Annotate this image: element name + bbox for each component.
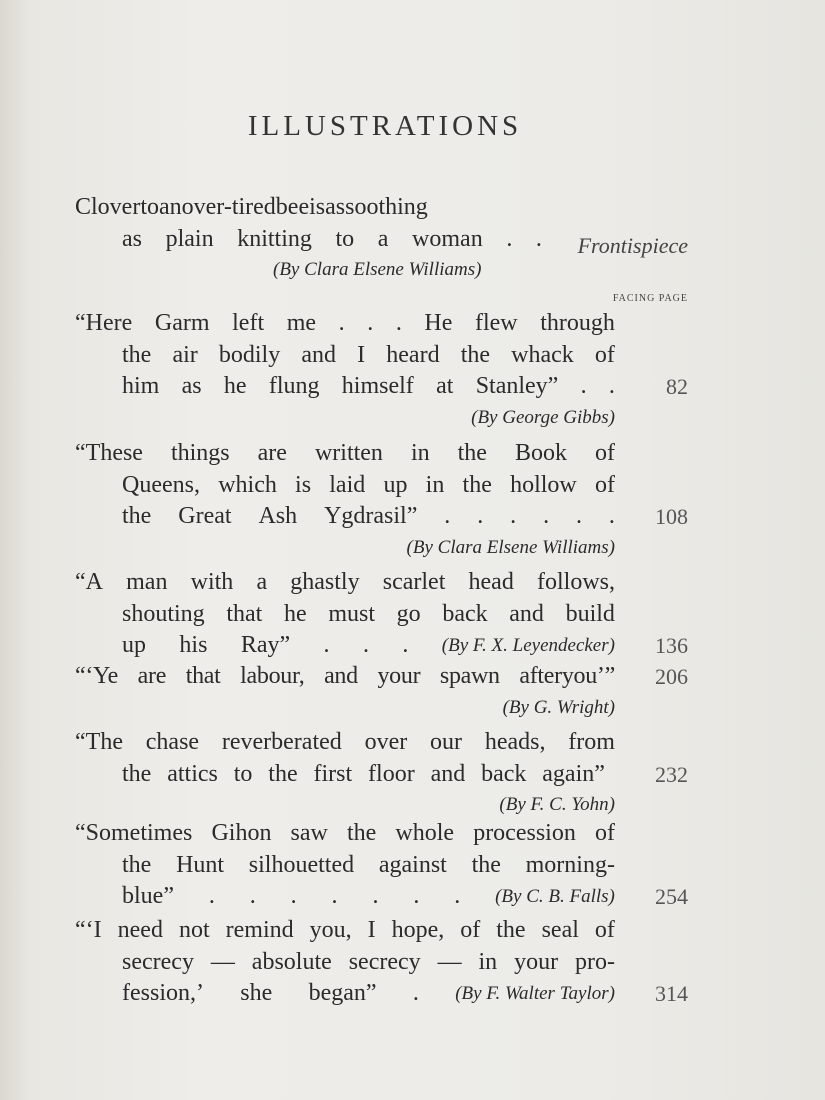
list-item — [75, 438, 615, 563]
artist-credit: (By George Gibbs) — [471, 406, 615, 428]
word: began” — [308, 980, 377, 1006]
word: that — [226, 600, 263, 627]
word: whole — [395, 820, 455, 846]
word: . — [367, 310, 374, 336]
word: procession — [473, 820, 576, 846]
word: seal — [541, 917, 579, 943]
word: an — [159, 194, 182, 220]
word: . — [323, 632, 330, 658]
word: Clover — [75, 194, 141, 220]
word: build — [565, 600, 615, 627]
word: Gihon — [211, 820, 272, 846]
page-number: 206 — [655, 664, 688, 689]
word: Queens, — [122, 471, 200, 498]
word: . — [208, 883, 215, 909]
word: at — [436, 373, 454, 399]
word: the — [122, 851, 152, 878]
word: is — [309, 194, 326, 220]
word: shouting — [122, 600, 205, 627]
word: and — [324, 663, 358, 689]
page-number: 232 — [655, 761, 688, 787]
entry-line — [122, 340, 615, 372]
word: of — [594, 917, 615, 943]
word: — — [210, 948, 235, 975]
word: you, — [309, 917, 352, 943]
word: . — [444, 503, 451, 529]
word: soothing — [345, 194, 428, 220]
word: to — [140, 194, 159, 220]
word: floor — [368, 760, 415, 787]
word: secrecy — [348, 948, 421, 975]
word: man — [126, 569, 168, 595]
word: again” — [542, 760, 605, 787]
entry-line — [75, 308, 615, 340]
word: knitting — [237, 225, 312, 252]
entry-line — [75, 727, 615, 759]
word: morning- — [525, 851, 615, 878]
word: . — [608, 373, 615, 399]
word: . — [608, 503, 615, 529]
word: first — [313, 760, 353, 787]
word: . — [535, 225, 542, 252]
word: and — [301, 341, 337, 368]
entry-line — [75, 915, 615, 947]
word: head — [468, 569, 514, 595]
word: blue” — [122, 883, 174, 909]
word: are — [257, 440, 287, 466]
word: over-tired — [181, 194, 276, 220]
word: written — [314, 440, 383, 466]
entry-line — [122, 947, 615, 979]
word: of — [594, 820, 615, 846]
word: . — [477, 503, 484, 529]
word: against — [378, 851, 447, 878]
word: of — [460, 917, 481, 943]
entry-line — [122, 881, 615, 913]
word: in — [478, 948, 498, 975]
word: in — [425, 471, 445, 498]
word: “A — [75, 569, 103, 595]
page-number: 136 — [655, 633, 688, 658]
entry-line — [122, 759, 605, 791]
word: Ygdrasil” — [324, 503, 418, 529]
entry-line — [75, 567, 615, 599]
word: are — [137, 663, 167, 689]
entry-line — [122, 978, 615, 1010]
word: in — [410, 440, 430, 466]
entry-line — [75, 438, 615, 470]
word: back — [442, 600, 488, 627]
entry-line — [75, 818, 615, 850]
word: Garm — [154, 310, 210, 336]
entry-line — [122, 850, 615, 882]
word: himself — [341, 373, 414, 399]
word: woman — [412, 225, 483, 252]
list-item — [75, 661, 615, 723]
word: He — [424, 310, 453, 336]
word: . — [331, 883, 338, 909]
word: saw — [290, 820, 328, 846]
word: air — [172, 341, 198, 368]
word: Ash — [258, 503, 298, 529]
page-number: 82 — [666, 374, 688, 399]
word: up — [122, 632, 146, 658]
artist-credit: (By C. B. Falls) — [495, 886, 615, 907]
word: “‘Ye — [75, 663, 119, 689]
word: heads, — [484, 729, 546, 755]
word: ghastly — [290, 569, 360, 595]
word: through — [540, 310, 615, 336]
word: and — [509, 600, 544, 627]
word: Ray” — [240, 632, 291, 658]
word: go — [396, 600, 421, 627]
page-title: ILLUSTRATIONS — [247, 110, 523, 142]
word: from — [568, 729, 615, 755]
word: bee — [275, 194, 310, 220]
artist-credit: (By F. X. Leyendecker) — [441, 635, 615, 656]
word: the — [471, 851, 501, 878]
facing-page-label: FACING PAGE — [612, 293, 688, 304]
word: up — [383, 471, 408, 498]
word: with — [190, 569, 234, 595]
word: . — [362, 632, 369, 658]
word: “These — [75, 440, 143, 466]
word: absolute — [251, 948, 332, 975]
artist-credit: (By F. Walter Taylor) — [455, 983, 615, 1004]
word: . — [543, 503, 550, 529]
word: follows, — [537, 569, 615, 595]
list-item — [75, 727, 615, 820]
word: to — [335, 225, 355, 252]
artist-credit: (By G. Wright) — [502, 696, 615, 718]
word: reverberated — [221, 729, 342, 755]
word: . — [575, 503, 582, 529]
word: the — [460, 341, 491, 368]
word: labour, — [240, 663, 305, 689]
word: of — [594, 440, 615, 466]
entry-line — [122, 501, 615, 533]
word: him — [122, 373, 160, 399]
word: Great — [178, 503, 232, 529]
word: “‘I — [75, 917, 102, 943]
word: . — [395, 310, 402, 336]
word: your — [514, 948, 559, 975]
word: not — [178, 917, 210, 943]
word: that — [185, 663, 221, 689]
word: hope, — [391, 917, 445, 943]
word: the — [496, 917, 526, 943]
word: of — [594, 341, 615, 368]
entry-line — [75, 661, 615, 693]
word: plain — [165, 225, 214, 252]
word: bodily — [218, 341, 281, 368]
word: scarlet — [382, 569, 446, 595]
word: . — [510, 503, 517, 529]
word: . — [290, 883, 297, 909]
word: Hunt — [176, 851, 225, 878]
word: things — [170, 440, 230, 466]
word: . — [412, 980, 419, 1006]
page-number: 254 — [655, 884, 688, 909]
word: . — [338, 310, 345, 336]
word: . — [413, 883, 420, 909]
word: our — [430, 729, 463, 755]
word: as — [325, 194, 346, 220]
word: whack — [511, 341, 574, 368]
word: silhouetted — [248, 851, 355, 878]
word: which — [218, 471, 277, 498]
artist-credit: (By F. C. Yohn) — [499, 794, 615, 815]
word: Stanley” — [475, 373, 559, 399]
word: laid — [329, 471, 366, 498]
word: must — [328, 600, 375, 627]
word: spawn — [439, 663, 500, 689]
word: he — [223, 373, 247, 399]
word: the — [122, 503, 152, 529]
entry-line — [122, 630, 615, 662]
word: flew — [474, 310, 518, 336]
word: I — [357, 341, 366, 368]
word: to — [233, 760, 253, 787]
entry-line — [75, 192, 615, 224]
entry-line — [122, 224, 542, 256]
word: . — [506, 225, 513, 252]
word: the — [346, 820, 377, 846]
word: and — [430, 760, 466, 787]
list-item — [75, 192, 615, 285]
word: . — [249, 883, 256, 909]
artist-credit: (By Clara Elsene Williams) — [273, 259, 482, 280]
word: a — [256, 569, 268, 595]
word: heard — [386, 341, 440, 368]
word: . — [402, 632, 409, 658]
word: afteryou’” — [519, 663, 615, 689]
word: “The — [75, 729, 123, 755]
word: Book — [514, 440, 567, 466]
word: need — [117, 917, 163, 943]
entry-line — [122, 371, 615, 403]
word: his — [179, 632, 208, 658]
word: a — [377, 225, 389, 252]
word: as — [181, 373, 202, 399]
entry-line — [122, 599, 615, 631]
word: “Here — [75, 310, 133, 336]
word: pro- — [575, 948, 615, 975]
word: — — [437, 948, 462, 975]
word: “Sometimes — [75, 820, 193, 846]
list-item — [75, 567, 615, 662]
word: is — [295, 471, 312, 498]
word: . — [372, 883, 379, 909]
artist-credit: (By Clara Elsene Williams) — [406, 536, 615, 558]
list-item — [75, 915, 615, 1010]
word: the — [462, 471, 492, 498]
word: your — [377, 663, 421, 689]
word: I — [367, 917, 376, 943]
page-number: 108 — [655, 504, 688, 529]
word: as — [122, 225, 142, 252]
word: over — [364, 729, 408, 755]
word: the — [268, 760, 298, 787]
word: attics — [167, 760, 218, 787]
entry-line — [122, 470, 615, 502]
word: remind — [225, 917, 294, 943]
word: back — [481, 760, 527, 787]
word: secrecy — [122, 948, 194, 975]
word: of — [594, 471, 615, 498]
word: fession,’ — [122, 980, 204, 1006]
word: the — [122, 341, 152, 368]
word: he — [284, 600, 307, 627]
list-item — [75, 308, 615, 433]
word: left — [232, 310, 265, 336]
page-number: 314 — [655, 981, 688, 1006]
page-number: Frontispiece — [577, 232, 688, 258]
word: . — [580, 373, 587, 399]
word: the — [122, 760, 152, 787]
word: hollow — [510, 471, 577, 498]
word: . — [454, 883, 461, 909]
word: me — [286, 310, 317, 336]
word: the — [457, 440, 487, 466]
list-item — [75, 818, 615, 913]
word: she — [240, 980, 273, 1006]
word: flung — [268, 373, 320, 399]
word: chase — [145, 729, 200, 755]
